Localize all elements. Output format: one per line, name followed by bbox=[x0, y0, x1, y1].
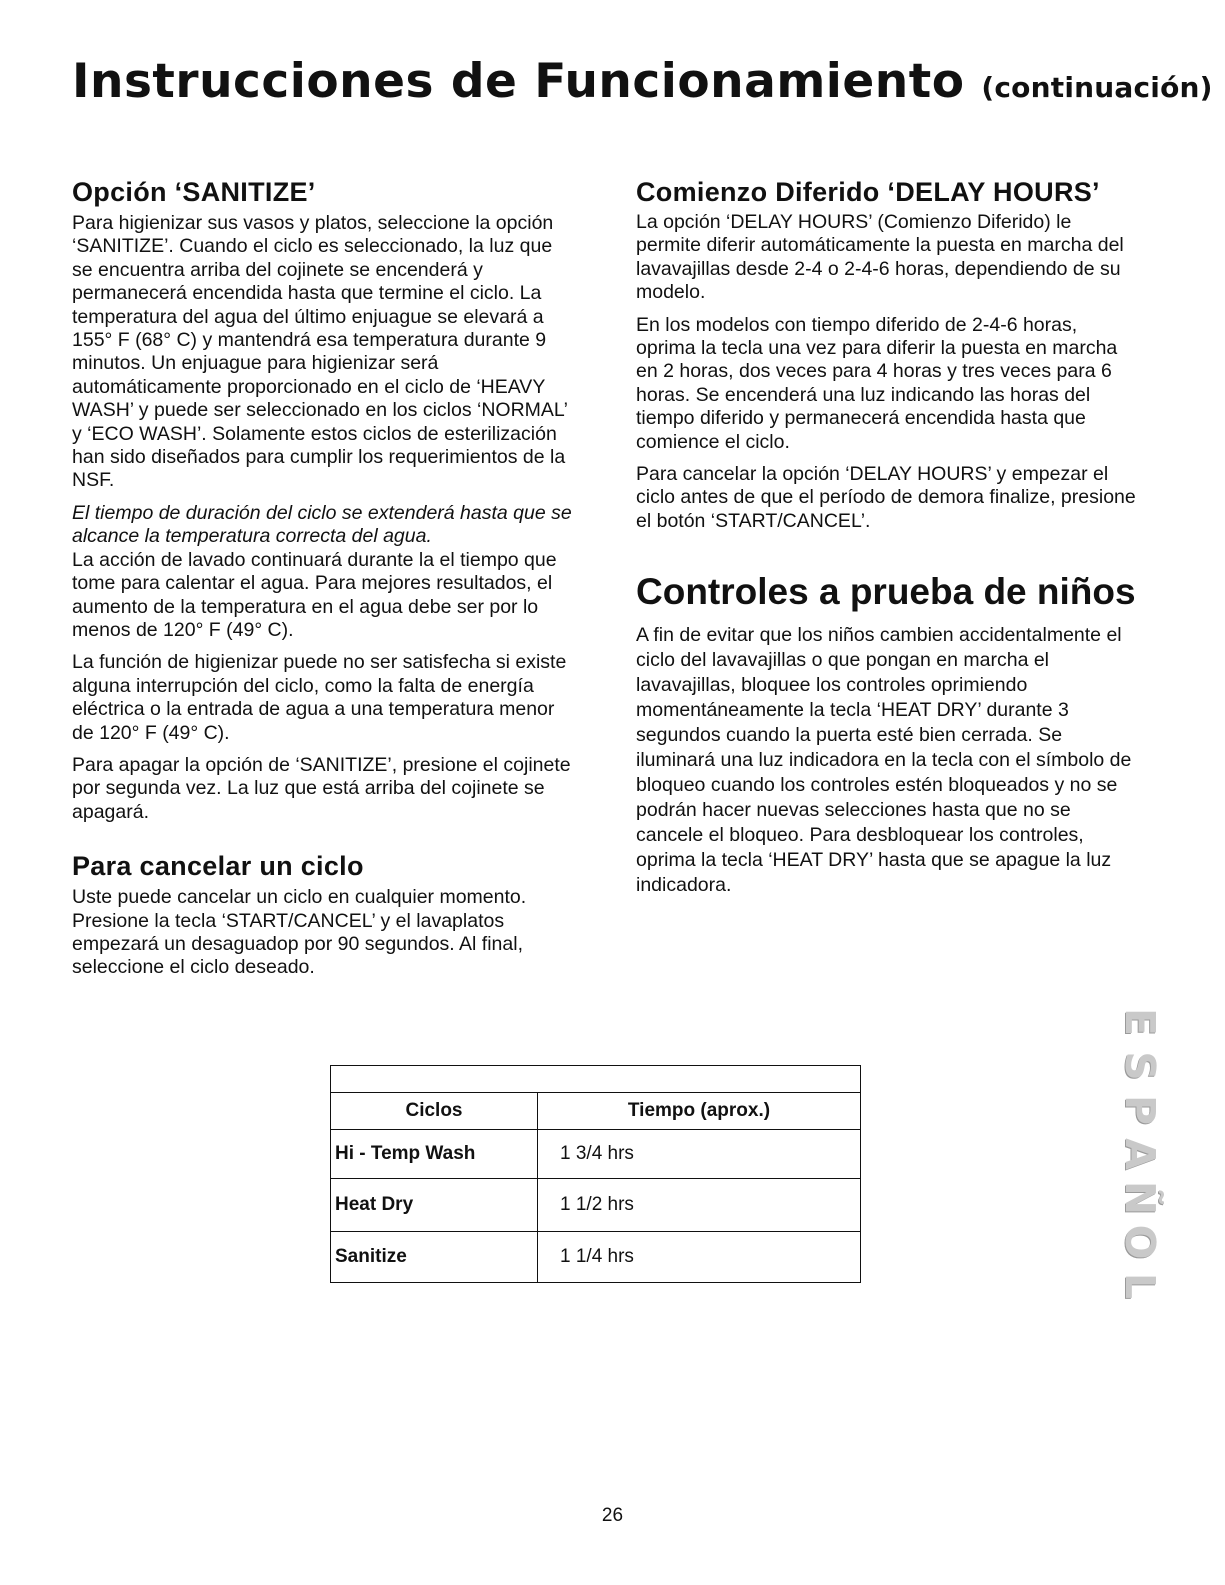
language-side-label bbox=[1118, 1000, 1162, 1308]
delay-paragraph-2: En los modelos con tiempo diferido de 2-4-6 horas, oprima la tecla una vez para diferir la puesta en marcha en 2 horas, dos veces para 4 horas y tres veces para 6 horas. Se encenderá una luz indicando las horas del tiempo diferido y permanecerá encendida hasta que comience el ciclo. bbox=[636, 313, 1118, 453]
table-top-row bbox=[331, 1066, 861, 1093]
title-main: Instrucciones de Funcionamiento bbox=[72, 54, 965, 109]
sanitize-heading: Opción ‘SANITIZE’ bbox=[72, 177, 316, 207]
delay-paragraph-3: Para cancelar la opción ‘DELAY HOURS’ y empezar el ciclo antes de que el período de demora finalize, presione el botón ‘START/CANCEL’. bbox=[636, 463, 1136, 532]
table-header-row bbox=[331, 1093, 861, 1130]
table-cell-cycle: Hi - Temp Wash bbox=[331, 1130, 538, 1179]
side-label-letter: S bbox=[1116, 1051, 1164, 1081]
cancel-heading: Para cancelar un ciclo bbox=[72, 851, 364, 882]
table-row bbox=[331, 1130, 861, 1179]
title-continuation: (continuación) bbox=[981, 71, 1213, 104]
delay-paragraph-1: La opción ‘DELAY HOURS’ (Comienzo Diferido) le permite diferir automáticamente la puesta en marcha del lavavajillas desde 2-4 o 2-4-6 horas, dependiendo de su modelo. bbox=[636, 211, 1124, 304]
right-column bbox=[636, 176, 1136, 907]
sanitize-paragraph-3: La función de higienizar puede no ser satisfecha si existe alguna interrupción del ciclo, como la falta de energía eléctrica o la entrada de agua a una temperatura menor de 120° F (49° C). bbox=[72, 651, 567, 744]
table-cell-cycle: Heat Dry bbox=[331, 1179, 538, 1232]
table-row bbox=[331, 1232, 861, 1283]
table-cell-time: 1 1/4 hrs bbox=[538, 1232, 861, 1283]
table-cell-time: 1 1/2 hrs bbox=[538, 1179, 861, 1232]
left-column bbox=[72, 176, 572, 989]
page-title bbox=[72, 54, 1213, 109]
table-row bbox=[331, 1179, 861, 1232]
table-header-cycles: Ciclos bbox=[331, 1093, 538, 1130]
child-lock-paragraph: A fin de evitar que los niños cambien accidentalmente el ciclo del lavavajillas o que pongan en marcha el lavavajillas, bloquee los controles oprimiendo momentáneamente la tecla ‘HEAT DRY’ durante 3 segundos cuando la puerta esté bien cerrada. Se iluminará una luz indicadora en la tecla con el símbolo de bloqueo cuando los controles estén bloqueados y no se podrán hacer nuevas selecciones hasta que no se cancele el bloqueo. Para desbloquear los controles, oprima la tecla ‘HEAT DRY’ hasta que se apague la luz indicadora. bbox=[636, 624, 1132, 897]
table-header-time: Tiempo (aprox.) bbox=[538, 1093, 861, 1130]
table-top-cell bbox=[331, 1066, 861, 1093]
table-cell-time: 1 3/4 hrs bbox=[538, 1130, 861, 1179]
side-label-letter: L bbox=[1116, 1272, 1164, 1300]
table-cell-cycle: Sanitize bbox=[331, 1232, 538, 1283]
page-number: 26 bbox=[601, 1505, 624, 1526]
side-label-letter: Ñ bbox=[1116, 1180, 1164, 1216]
side-label-letter: A bbox=[1116, 1138, 1164, 1170]
cancel-paragraph: Uste puede cancelar un ciclo en cualquier momento. Presione la tecla ‘START/CANCEL’ y el lavaplatos empezará un desaguadop por 90 segundos. Al final, seleccione el ciclo deseado. bbox=[72, 886, 527, 979]
side-label-letter: E bbox=[1116, 1007, 1164, 1036]
side-label-letter: O bbox=[1116, 1224, 1164, 1260]
child-lock-heading: Controles a prueba de niños bbox=[636, 571, 1136, 613]
sanitize-paragraph-4: Para apagar la opción de ‘SANITIZE’, presione el cojinete por segunda vez. La luz que está arriba del cojinete se apagará. bbox=[72, 753, 571, 823]
cycle-times-table bbox=[330, 1065, 861, 1283]
delay-heading: Comienzo Diferido ‘DELAY HOURS’ bbox=[636, 177, 1100, 207]
sanitize-italic-note: El tiempo de duración del ciclo se extenderá hasta que se alcance la temperatura correcta del agua. bbox=[72, 501, 572, 548]
sanitize-paragraph-1: Para higienizar sus vasos y platos, seleccione la opción ‘SANITIZE’. Cuando el ciclo es seleccionado, la luz que se encuentra arriba del cojinete se encenderá y permanecerá encendida hasta que termine el ciclo. La temperatura del agua del último enjuague se elevará a 155° F (68° C) y mantendrá esa temperatura durante 9 minutos. Un enjuague para higienizar será automáticamente proporcionado en el ciclo de ‘HEAVY WASH’ y puede ser seleccionado en los ciclos ‘NORMAL’ y ‘ECO WASH’. Solamente estos ciclos de esterilización han sido diseñados para cumplir los requerimientos de la NSF. bbox=[72, 212, 568, 492]
sanitize-paragraph-2 bbox=[72, 502, 572, 642]
side-label-letter: P bbox=[1116, 1094, 1164, 1126]
sanitize-paragraph-2-text: La acción de lavado continuará durante la el tiempo que tome para calentar el agua. Para mejores resultados, el aumento de la temperatura en el agua debe ser por lo menos de 120° F (49° C). bbox=[72, 548, 557, 641]
